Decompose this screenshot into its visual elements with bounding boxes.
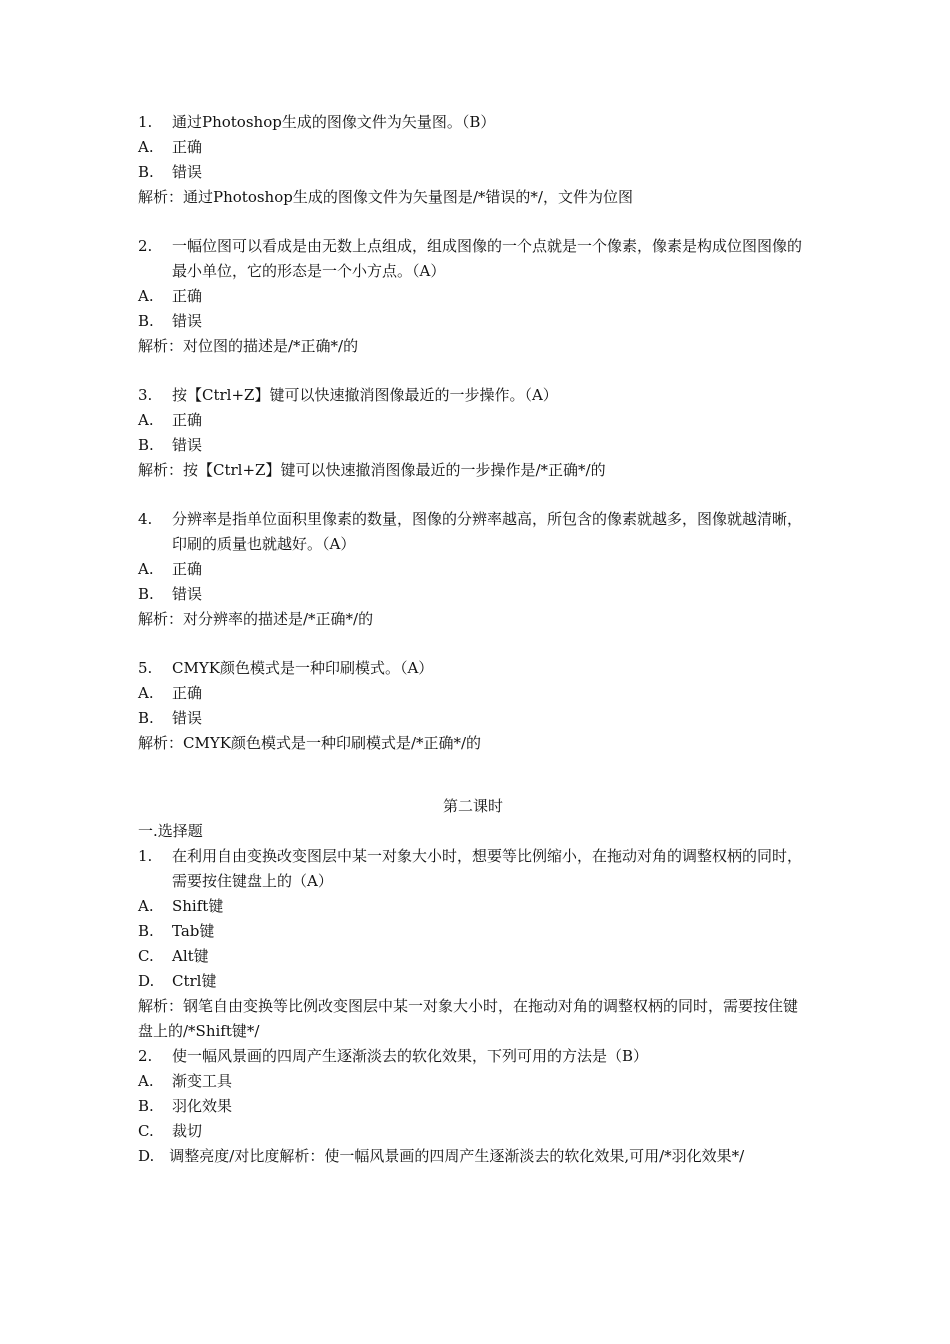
option-b (138, 309, 808, 334)
option-text: 错误 (172, 163, 203, 181)
option-b (138, 1094, 808, 1119)
analysis-text: 解析：CMYK颜色模式是一种印刷模式是/*正确*/的 (138, 734, 482, 752)
option-label: A. (138, 897, 154, 915)
option-a (138, 894, 808, 919)
question-number: 4. (138, 510, 153, 528)
option-label: A. (138, 1072, 154, 1090)
option-a (138, 408, 808, 433)
question-text: 在利用自由变换改变图层中某一对象大小时，想要等比例缩小，在拖动对角的调整权柄的同时，需要按住键盘上的（A） (172, 847, 803, 890)
option-label: B. (138, 922, 154, 940)
option-b (138, 582, 808, 607)
question-text: 通过Photoshop生成的图像文件为矢量图。（B） (172, 113, 496, 131)
option-a (138, 135, 808, 160)
option-b (138, 706, 808, 731)
option-text: 正确 (172, 684, 203, 702)
option-text: 羽化效果 (172, 1097, 233, 1115)
option-text: 正确 (172, 560, 203, 578)
option-text: Alt键 (172, 947, 209, 965)
option-label: B. (138, 709, 154, 727)
option-b (138, 919, 808, 944)
analysis-text: 解析：通过Photoshop生成的图像文件为矢量图是/*错误的*/，文件为位图 (138, 188, 633, 206)
option-a (138, 557, 808, 582)
option-label: B. (138, 436, 154, 454)
option-a (138, 284, 808, 309)
analysis-text: 解析：对位图的描述是/*正确*/的 (138, 337, 359, 355)
option-label: C. (138, 1122, 154, 1140)
analysis-text: 解析：对分辨率的描述是/*正确*/的 (138, 610, 374, 628)
option-c (138, 1119, 808, 1144)
section-title: 第二课时 (442, 797, 503, 815)
question-text: 一幅位图可以看成是由无数上点组成，组成图像的一个点就是一个像素，像素是构成位图图像的最小单位，它的形态是一个小方点。（A） (172, 237, 803, 280)
option-text: 错误 (172, 436, 203, 454)
option-label: A. (138, 287, 154, 305)
question-number: 3. (138, 386, 153, 404)
option-text: Shift键 (172, 897, 224, 915)
question-1 (138, 110, 808, 135)
question-number: 2. (138, 1047, 153, 1065)
option-d-with-analysis: D. 调整亮度/对比度解析：使一幅风景画的四周产生逐渐淡去的软化效果,可用/*羽化效果*/ (138, 1147, 745, 1165)
option-label: A. (138, 684, 154, 702)
question-3 (138, 383, 808, 408)
question-number: 1. (138, 847, 153, 865)
option-text: Ctrl键 (172, 972, 217, 990)
question-text: 分辨率是指单位面积里像素的数量，图像的分辨率越高，所包含的像素就越多，图像就越清晰，印刷的质量也就越好。（A） (172, 510, 803, 553)
option-label: B. (138, 163, 154, 181)
question-5 (138, 656, 808, 681)
option-label: A. (138, 560, 154, 578)
question-number: 1. (138, 113, 153, 131)
option-label: A. (138, 138, 154, 156)
option-text: 正确 (172, 411, 203, 429)
question-text: CMYK颜色模式是一种印刷模式。（A） (172, 659, 434, 677)
question-4 (138, 507, 808, 557)
option-a (138, 1069, 808, 1094)
option-text: 错误 (172, 709, 203, 727)
question-number: 5. (138, 659, 153, 677)
analysis-text: 解析：钢笔自由变换等比例改变图层中某一对象大小时，在拖动对角的调整权柄的同时，需要按住键盘上的/*Shift键*/ (138, 997, 799, 1040)
option-text: 裁切 (172, 1122, 203, 1140)
option-b (138, 433, 808, 458)
option-text: 错误 (172, 312, 203, 330)
mc-question-1 (138, 844, 808, 894)
question-2 (138, 234, 808, 284)
section-subtitle: 一.选择题 (138, 822, 203, 840)
option-label: C. (138, 947, 154, 965)
option-a (138, 681, 808, 706)
option-text: 正确 (172, 138, 203, 156)
document-page (138, 110, 808, 1169)
option-label: B. (138, 312, 154, 330)
analysis-text: 解析：按【Ctrl+Z】键可以快速撤消图像最近的一步操作是/*正确*/的 (138, 461, 606, 479)
option-text: 渐变工具 (172, 1072, 233, 1090)
option-text: 错误 (172, 585, 203, 603)
option-c (138, 944, 808, 969)
option-text: Tab键 (172, 922, 215, 940)
option-label: D. (138, 972, 155, 990)
option-label: B. (138, 1097, 154, 1115)
option-text: 正确 (172, 287, 203, 305)
question-text: 按【Ctrl+Z】键可以快速撤消图像最近的一步操作。（A） (172, 386, 558, 404)
option-d (138, 969, 808, 994)
mc-question-2 (138, 1044, 808, 1069)
question-number: 2. (138, 237, 153, 255)
option-label: B. (138, 585, 154, 603)
option-label: A. (138, 411, 154, 429)
option-b (138, 160, 808, 185)
question-text: 使一幅风景画的四周产生逐渐淡去的软化效果，下列可用的方法是（B） (172, 1047, 649, 1065)
